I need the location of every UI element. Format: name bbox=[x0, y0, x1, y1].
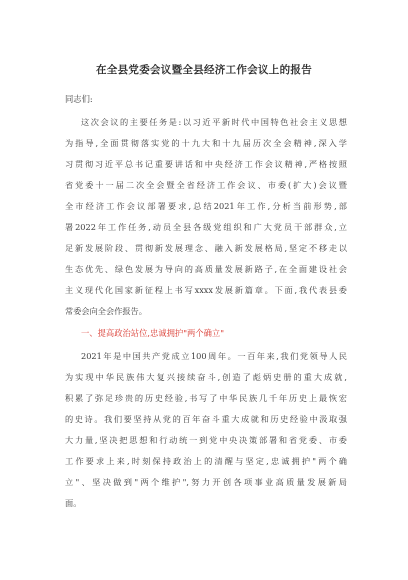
paragraph2-line: 工作要求上来,时刻保持政治上的清醒与坚定,忠诚拥护"两个确 bbox=[65, 456, 347, 466]
paragraph1-line: 这次会议的主要任务是:以习近平新时代中国特色社会主义思想 bbox=[81, 117, 347, 127]
section-heading: 一、提高政治站位,忠诚拥护"两个确立" bbox=[81, 328, 225, 338]
paragraph1-line: 足新发展阶段、贯彻新发展理念、融入新发展格局,坚定不移走以 bbox=[65, 243, 347, 253]
paragraph1-line: 习贯彻习近平总书记重要讲话和中央经济工作会议精神,严格按照 bbox=[65, 159, 347, 169]
document-title: 在全县党委会议暨全县经济工作会议上的报告 bbox=[96, 64, 312, 76]
paragraph1-line: 全市经济工作会议部署要求,总结2021年工作,分析当前形势,部 bbox=[65, 201, 347, 211]
paragraph2-line: 2021年是中国共产党成立100周年。一百年来,我们党领导人民 bbox=[81, 351, 347, 361]
paragraph2-line: 面。 bbox=[65, 498, 82, 508]
paragraph1-line: 署2022年工作任务,动员全县各级党组织和广大党员干部群众,立 bbox=[65, 222, 347, 232]
paragraph1-line: 生态优先、绿色发展为导向的高质量发展新路子,在全面建设社会 bbox=[65, 264, 347, 274]
salutation: 同志们: bbox=[65, 94, 93, 104]
paragraph2-line: 积累了弥足珍贵的历史经验,书写了中华民族几千年历史上最恢宏 bbox=[65, 393, 347, 403]
paragraph2-line: 的史诗。我们要坚持从党的百年奋斗重大成就和历史经验中汲取强 bbox=[65, 414, 347, 424]
paragraph1-line: 主义现代化国家新征程上书写xxxx发展新篇章。下面,我代表县委 bbox=[65, 285, 347, 295]
paragraph1-line: 为指导,全面贯彻落实党的十九大和十九届历次全会精神,深入学 bbox=[65, 138, 347, 148]
paragraph2-line: 大力量,坚决把思想和行动统一到党中央决策部署和省党委、市委 bbox=[65, 435, 347, 445]
paragraph1-line: 常委会向全会作报告。 bbox=[65, 306, 147, 316]
paragraph2-line: 立"、坚决做到"两个维护",努力开创各项事业高质量发展新局 bbox=[65, 477, 347, 487]
paragraph2-line: 为实现中华民族伟大复兴接续奋斗,创造了彪炳史册的重大成就, bbox=[65, 372, 347, 382]
paragraph1-line: 省党委十一届二次全会暨全省经济工作会议、市委(扩大)会议暨 bbox=[65, 180, 347, 190]
